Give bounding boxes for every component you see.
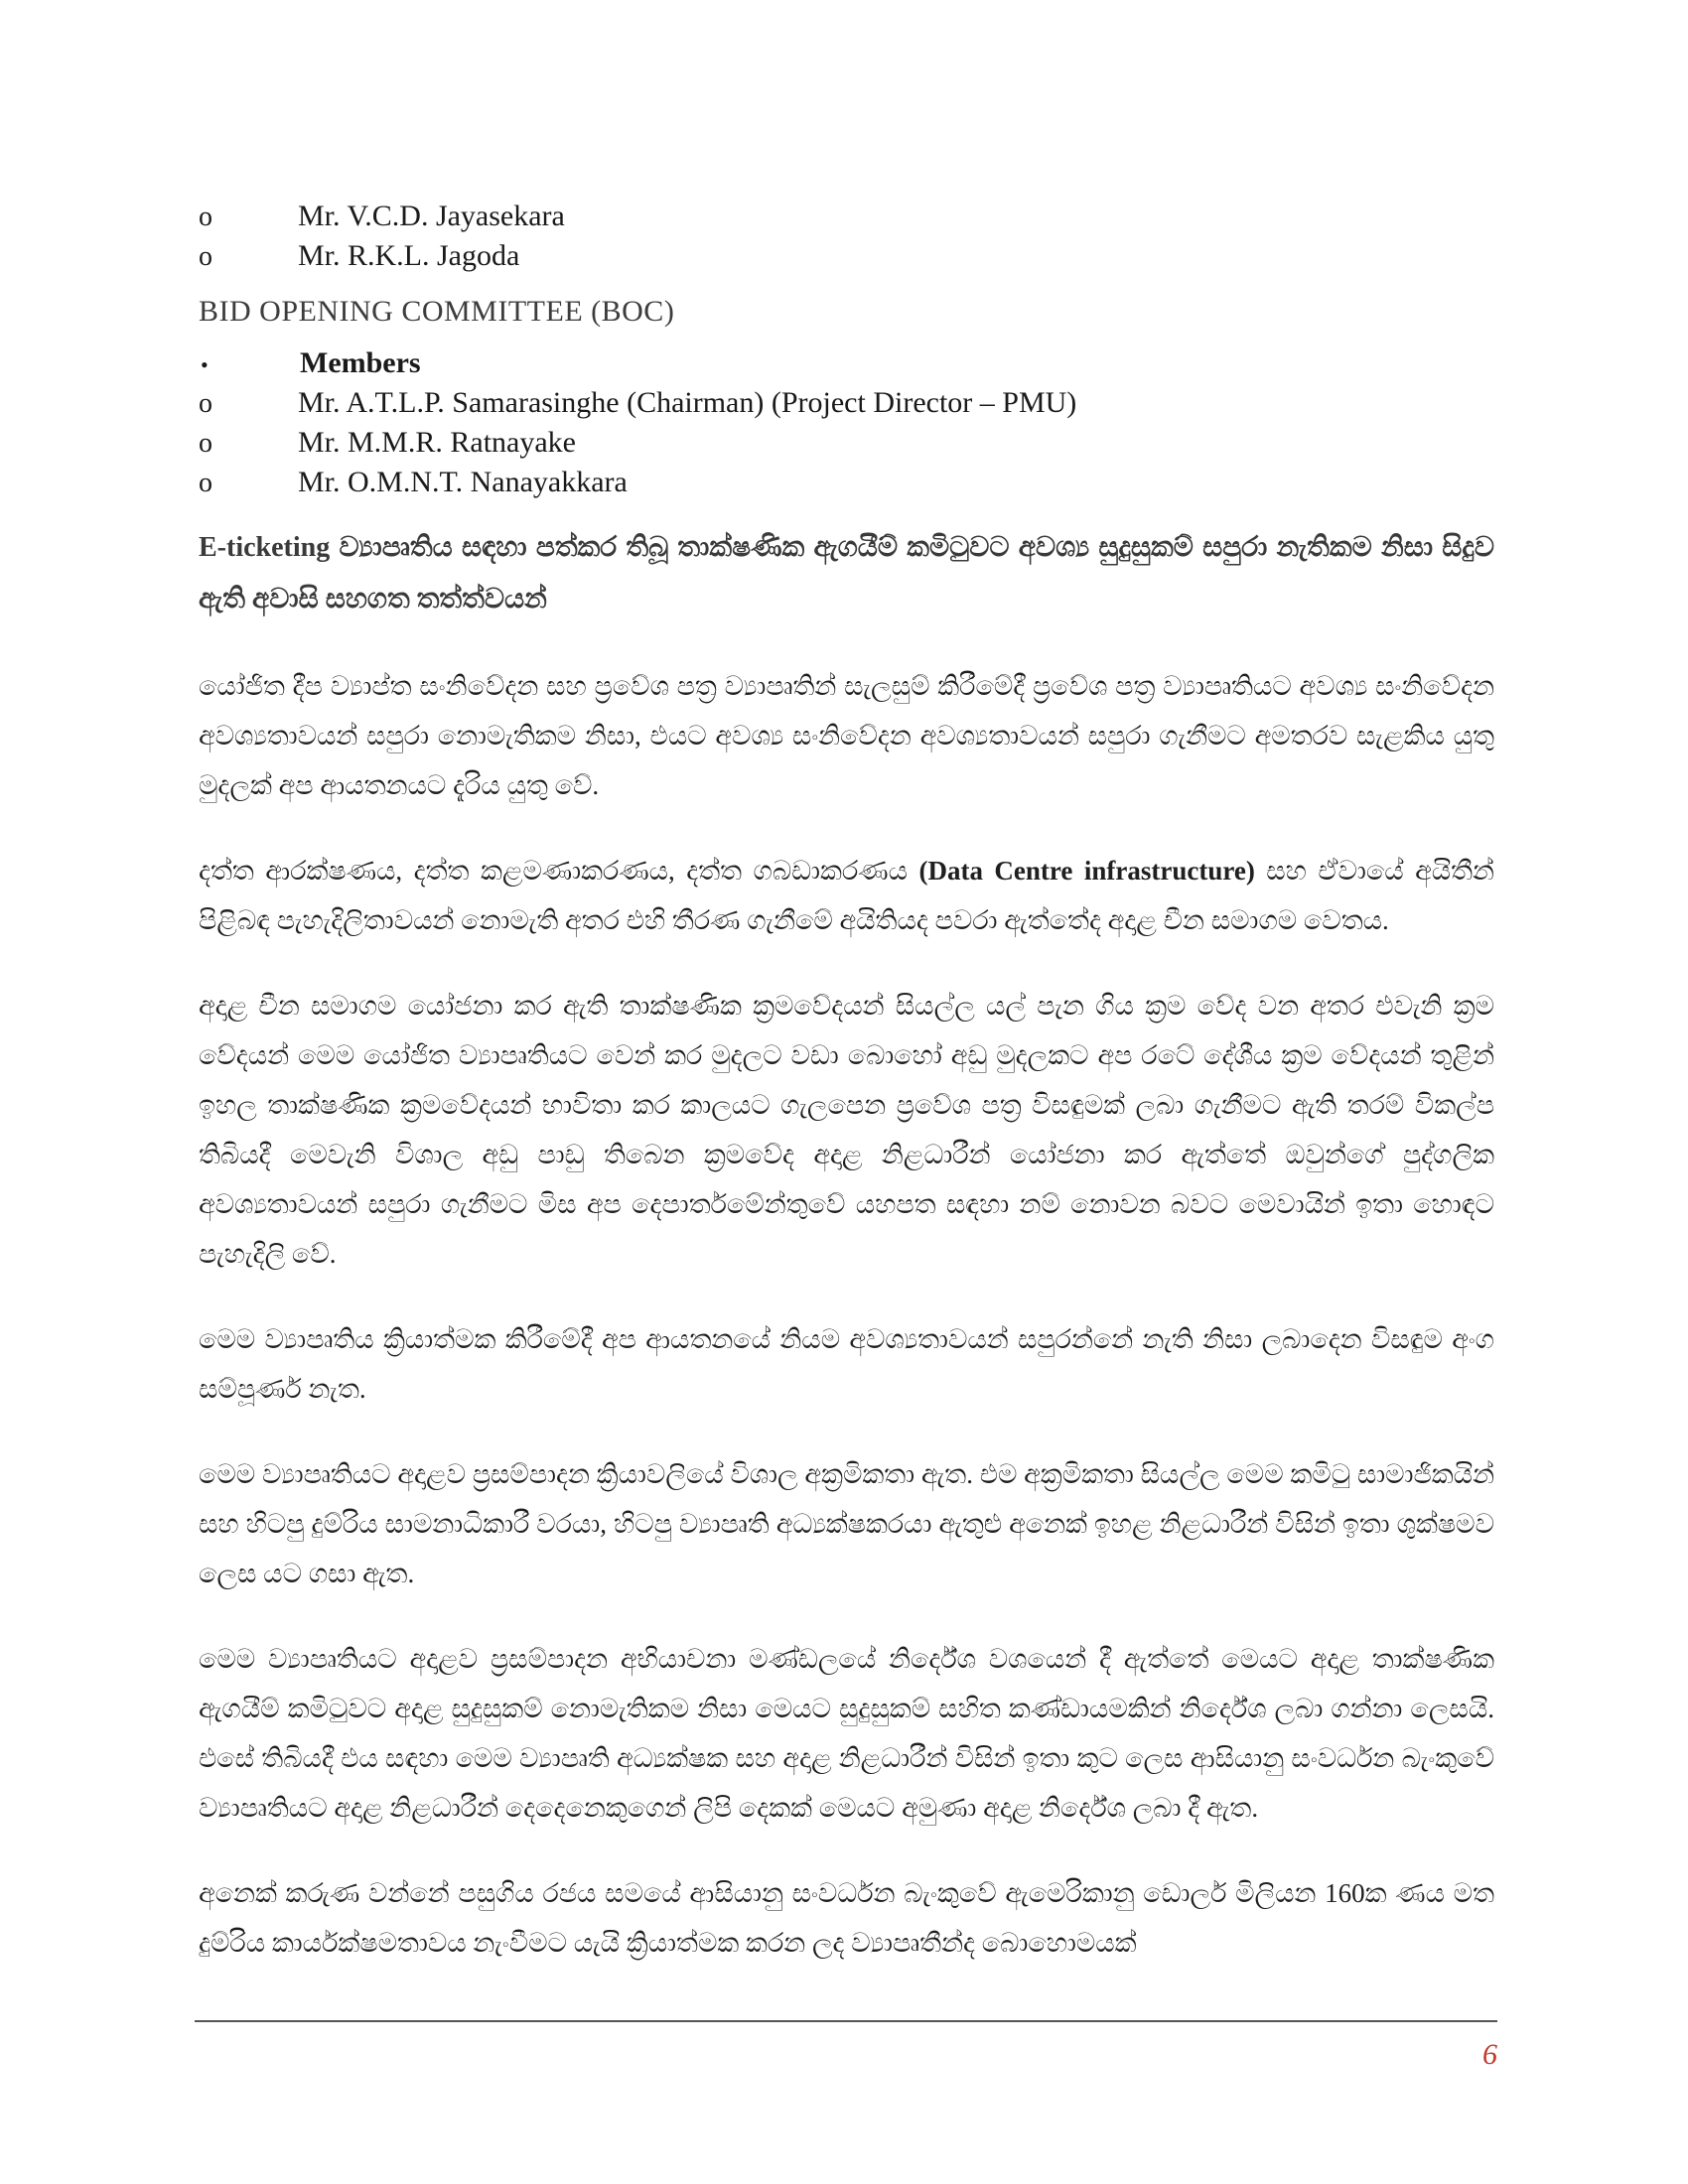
list-item [199,197,1494,236]
member-name: Mr. M.M.R. Ratnayake [298,426,576,459]
members-label: Members [300,346,421,379]
data-centre-term: (Data Centre infrastructure) [918,856,1255,886]
list-item [199,236,1494,276]
paragraph-appeals-board: මෙම ව්‍යාපෘතියට අදාළව ප්‍රසම්පාදන අභියාචනා මණ්ඩලයේ නිර්දේශ වශයෙන් දී ඇත්තේ මෙයට අදාළ තාක්ෂණික ඇගයීම් කමිටුවට අදාළ සුදුසුකම් නොමැතිකම නිසා මෙයට සුදුසුකම් සහිත කණ්ඩායමකින් නිර්දේශ ලබා ගන්නා ලෙසයි. එසේ තිබියදී එය සඳහා මෙම ව්‍යාපෘති අධ්‍යක්ෂක සහ අදාළ නිළධාරීන් විසින් ඉතා කුට ලෙස ආසියානු සංවර්ධන බැංකුවේ ව්‍යාපෘතියට අදාළ නිළධාරීන් දෙදෙනෙකුගෙන් ලිපි දෙකක් මෙයට අමුණා අදාළ නිර්දේශ ලබා දී ඇත. [199,1644,1494,1823]
paragraph-irregularities: මෙම ව්‍යාපෘතියට අදාළව ප්‍රසම්පාදන ක්‍රියාවලියේ විශාල අක්‍රමිකතා ඇත. එම අක්‍රමිකතා සියල්ල මෙම කමිටු සාමාජිකයින් සහ හිටපු දුම්රිය සාමනාධිකාරී වරයා, හිටපු ව්‍යාපෘති අධ්‍යක්ෂකරයා ඇතුළු අනෙක් ඉහළ නිළධාරීන් විසින් ඉතා ශුක්ෂමව ලෙස යට ගසා ඇත. [199,1459,1494,1588]
member-name: Mr. V.C.D. Jayasekara [298,200,565,232]
page-number: 6 [1482,2038,1497,2071]
member-name: Mr. O.M.N.T. Nanayakkara [298,466,628,498]
list-item [199,463,1494,502]
hollow-bullet-icon: o [199,428,212,459]
paragraph-adb-loan: අනෙක් කරුණ වන්නේ පසුගිය රජය සමයේ ආසියානු සංවර්ධන බැංකුවේ ඇමෙරිකානු ඩොලර් මිලියන 160ක ණය මත දුම්රිය කාර්යක්ෂමතාවය නැංවීමට යැයි ක්‍රියාත්මක කරන ලද ව්‍යාපෘතීන්ද බොහොමයක් [199,1878,1494,1958]
members-list-header [199,343,1494,383]
footer-divider [195,2020,1497,2022]
member-name: Mr. A.T.L.P. Samarasinghe (Chairman) (Project Director – PMU) [298,386,1077,419]
eticketing-heading: E-ticketing ව්‍යාපෘතිය සඳහා පත්කර තිබූ තාක්ෂණික ඇගයීම් කමිටුවට අවශ්‍ය සුදුසුකම් සපුරා නැතිකම නිසා සිදුව ඇති අවාසි සහගත තත්ත්වයන් [199,532,1494,614]
list-item [199,383,1494,423]
list-item [199,423,1494,463]
paragraph-solution: මෙම ව්‍යාපෘතිය ක්‍රියාත්මක කිරීමේදී අප ආයතනයේ නියම අවශ්‍යතාවයන් සපුරන්නේ නැති නිසා ලබාදෙන විසඳුම අංග සම්පූර්ණ නැත. [199,1324,1494,1404]
paragraph-text: සහ ඒවායේ අයිතීන් පිළිබඳ පැහැදිලිතාවයන් නොමැති අතර එහි තීරණ ගැනීමේ අයිතියද පවරා ඇත්තේද අදාළ චීන සමාගම වෙතය. [199,856,1494,935]
boc-heading: BID OPENING COMMITTEE (BOC) [199,295,675,328]
paragraph-text: දත්ත ආරක්ෂණය, දත්ත කළමණාකරණය, දත්ත ගබඩාකරණය [199,856,919,886]
hollow-bullet-icon: o [199,468,212,498]
filled-bullet-icon: • [201,352,209,377]
paragraph-methodologies: අදාළ චීන සමාගම යෝජනා කර ඇති තාක්ෂණික ක්‍රමවේදයන් සියල්ල යල් පැන ගිය ක්‍රම වේද වන අතර එවැනි ක්‍රම වේදයන් මෙම යෝජිත ව්‍යාපෘතියට වෙන් කර මුදලට වඩා බොහෝ අඩු මුදලකට අප රටේ දේශීය ක්‍රම වේදයන් තුළින් ඉහල තාක්ෂණික ක්‍රමවේදයන් භාවිතා කර කාලයට ගැලපෙන ප්‍රවේශ පත්‍ර විසඳුමක් ලබා ගැනීමට ඇති තරම් විකල්ප තිබියදී මෙවැනි විශාල අඩු පාඩු තිබෙන ක්‍රමවේද අදාළ නිළධාරීන් යෝජනා කර ඇත්තේ ඔවුන්ගේ පුද්ගලික අවශ්‍යතාවයන් සපුරා ගැනීමට මිස අප දෙපාර්තමේන්තුවේ යහපත සඳහා නම් නොවන බවට මෙවායින් ඉතා හොඳට පැහැදිලි වේ. [199,991,1494,1269]
paragraph-communication: යෝජිත දීප ව්‍යාප්ත සංනිවේදන සහ ප්‍රවේශ පත්‍ර ව්‍යාපෘතින් සැලසුම් කිරීමේදී ප්‍රවේශ පත්‍ර ව්‍යාපෘතියට අවශ්‍ය සංනිවේදන අවශ්‍යතාවයන් සපුරා නොමැතිකම නිසා, එයට අවශ්‍ය සංනිවේදන අවශ්‍යතාවයන් සපුරා ගැනීමට අමතරව සැළකිය යුතු මුදලක් අප ආයතනයට දැරිය යුතු වේ. [199,671,1494,800]
hollow-bullet-icon: o [199,202,212,232]
hollow-bullet-icon: o [199,241,212,272]
hollow-bullet-icon: o [199,388,212,419]
paragraph-data-centre [199,846,1494,945]
page-content [199,197,1494,1968]
member-name: Mr. R.K.L. Jagoda [298,239,520,272]
